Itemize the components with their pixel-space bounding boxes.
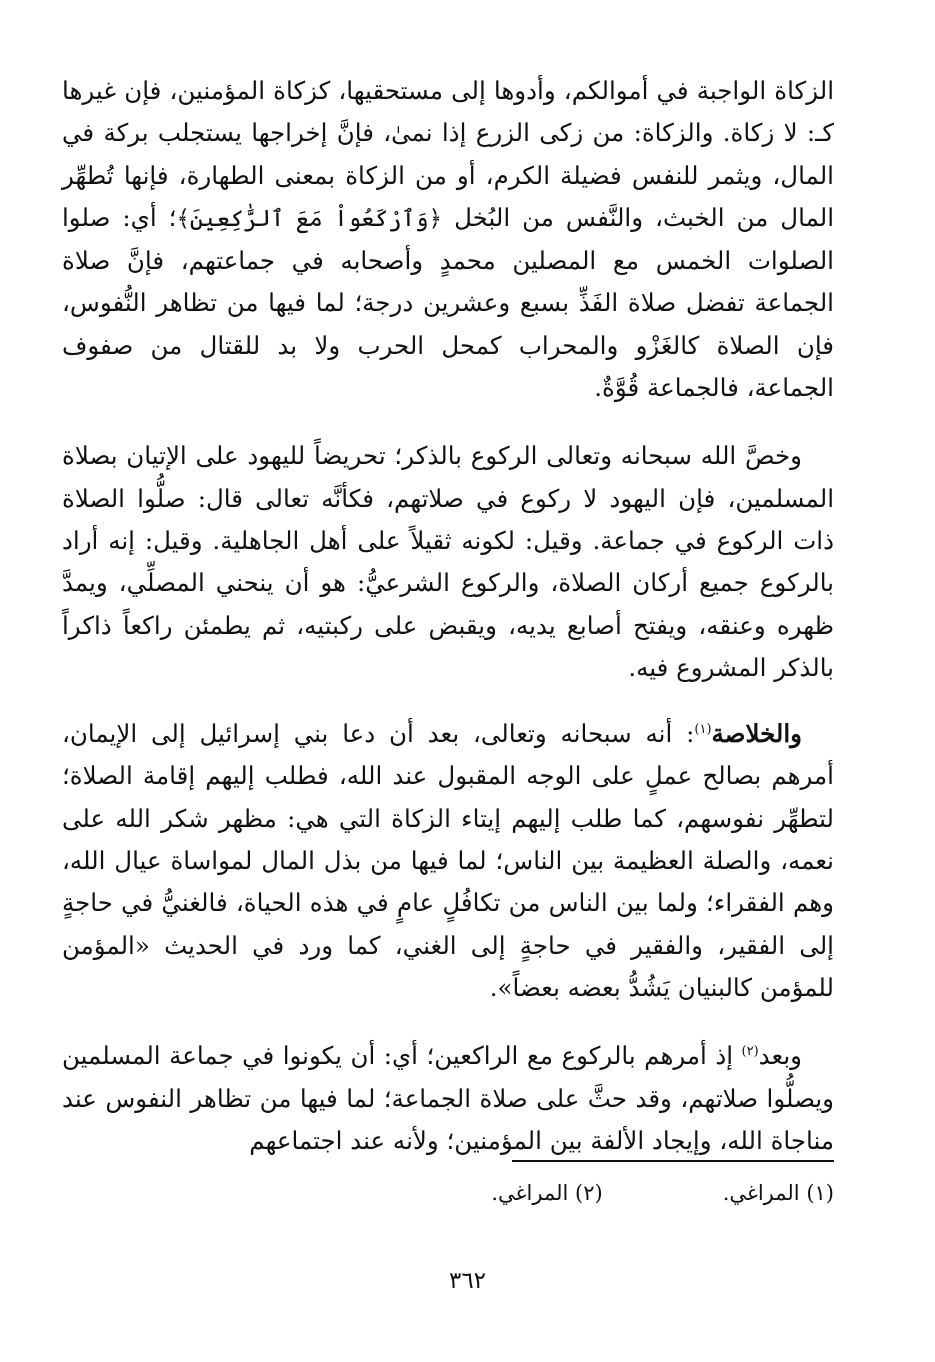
quran-verse: ﴿وَٱرْكَعُواْ مَعَ ٱلرَّٰكِعِينَ﴾: [176, 205, 443, 232]
footnote-2: (٢) المراغي.: [491, 1181, 603, 1205]
summary-heading: والخلاصة: [711, 719, 802, 749]
page-body: [62, 70, 834, 1162]
paragraph-1: [62, 70, 834, 409]
paragraph-3-text: : أنه سبحانه وتعالى، بعد أن دعا بني إسرائيل إلى الإيمان، أمرهم بصالح عملٍ على الوجه المقبول عند الله، فطلب إليهم إقامة الصلاة؛ لتطهِّر نفوسهم، كما طلب إليهم إيتاء الزكاة التي هي: مظهر شكر الله على نعمه، والصلة العظيمة بين الناس؛ لما فيها من بذل المال لمواساة عيال الله، وهم الفقراء؛ ولما بين الناس من تكافُلٍ عامٍ في هذه الحياة، فالغنيُّ في حاجةٍ إلى الفقير، والفقير في حاجةٍ إلى الغني، كما ورد في الحديث «المؤمن للمؤمن كالبنيان يَشُدُّ بعضه بعضاً».: [62, 719, 834, 1002]
paragraph-3: [62, 713, 834, 1009]
footnote-divider: [512, 1160, 834, 1162]
footnote-ref-2: (٢): [741, 1044, 759, 1060]
footnotes: [300, 1178, 834, 1208]
paragraph-4: [62, 1035, 834, 1162]
paragraph-1-rest: ؛ أي: صلوا الصلوات الخمس مع المصلين محمدٍ وأصحابه في جماعتهم، فإنَّ صلاة الجماعة تفضل صلاة الفَذِّ بسبع وعشرين درجة؛ لما فيها من تظاهر النُّفوس، فإن الصلاة كالغَزْو والمحراب كمحل الحرب ولا بد للقتال من صفوف الجماعة، فالجماعة قُوَّةٌ.: [62, 202, 834, 403]
footnote-1: (١) المراغي.: [722, 1181, 834, 1205]
footnote-ref-1: (١): [694, 722, 712, 737]
paragraph-1-text: الزكاة الواجبة في أموالكم، وأدوها إلى مستحقيها، كزكاة المؤمنين، فإن غيرها كـ: لا زكاة. والزكاة: من زكى الزرع إذا نمىٰ، فإنَّ إخراجها يستجلب بركة في المال، ويثمر للنفس فضيلة الكرم، أو من الزكاة بمعنى الطهارة، فإنها تُطهِّر المال من الخبث، والنَّفس من البُخل: [62, 76, 835, 232]
paragraph-4-text: إذ أمرهم بالركوع مع الراكعين؛ أي: أن يكونوا في جماعة المسلمين ويصلُّوا صلاتهم، وقد حثَّ على صلاة الجماعة؛ لما فيها من تظاهر النفوس عند مناجاة الله، وإيجاد الألفة بين المؤمنين؛ ولأنه عند اجتماعهم: [62, 1041, 834, 1155]
paragraph-4-lead: وبعد: [758, 1041, 802, 1071]
paragraph-2: وخصَّ الله سبحانه وتعالى الركوع بالذكر؛ تحريضاً لليهود على الإتيان بصلاة المسلمين، فإن اليهود لا ركوع في صلاتهم، فكأنَّه تعالى قال: صلُّوا الصلاة ذات الركوع في جماعة. وقيل: لكونه ثقيلاً على أهل الجاهلية. وقيل: إنه أراد بالركوع جميع أركان الصلاة، والركوع الشرعيُّ: هو أن ينحني المصلِّي، ويمدَّ ظهره وعنقه، ويفتح أصابع يديه، ويقبض على ركبتيه، ثم يطمئن راكعاً ذاكراً بالذكر المشروع فيه.: [62, 441, 834, 682]
page-number: ٣٦٢: [448, 1268, 487, 1294]
